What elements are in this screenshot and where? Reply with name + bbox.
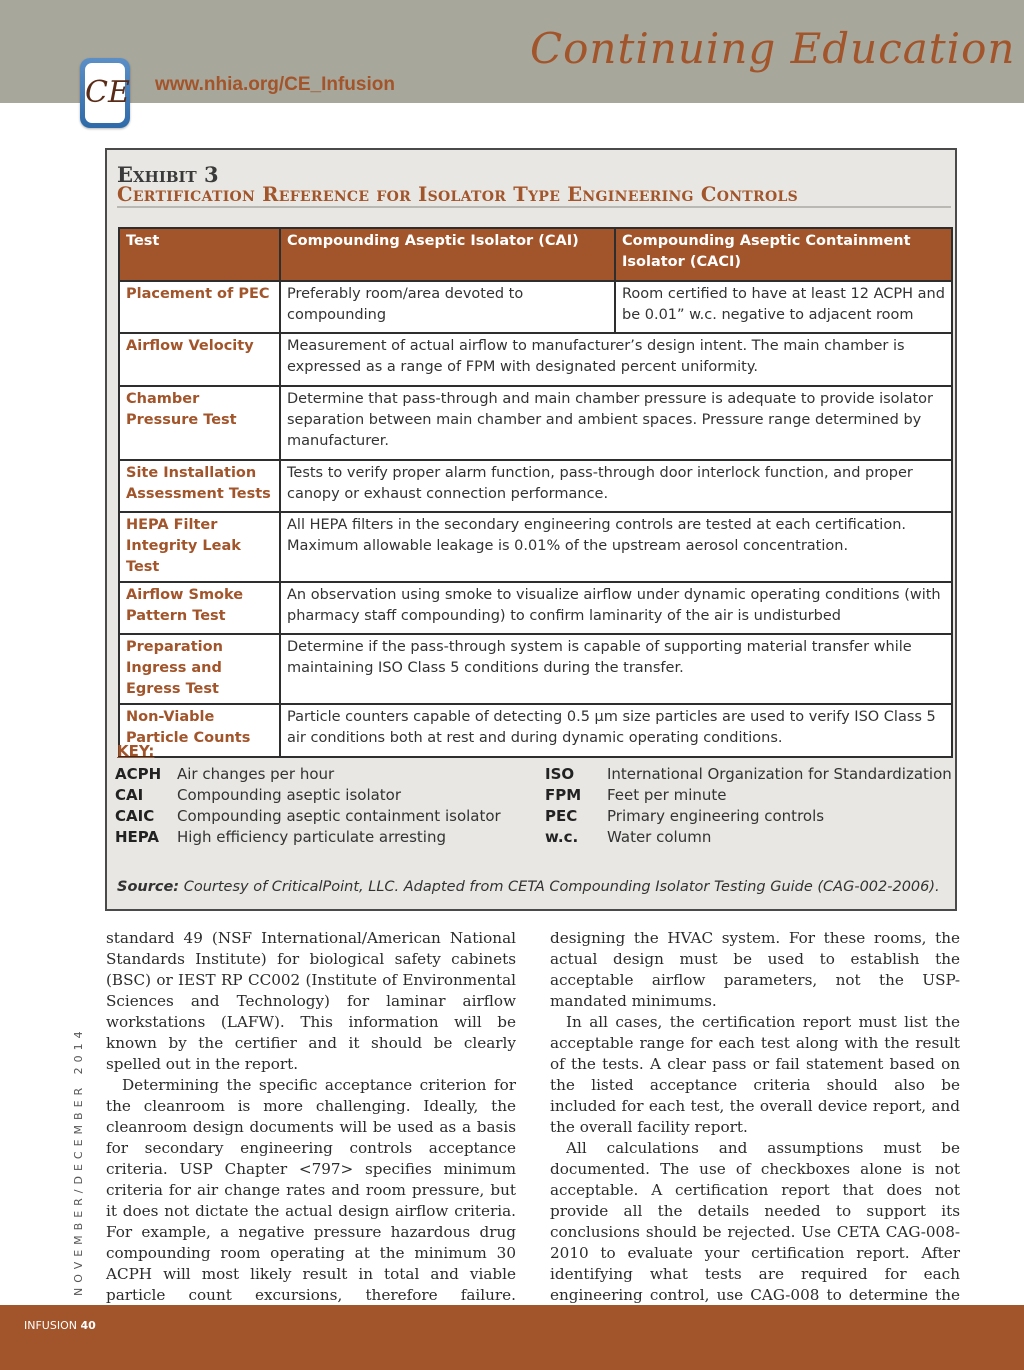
page-number: 40 — [80, 1319, 96, 1332]
column-header: Compounding Aseptic Containment Isolator (CACI) — [615, 228, 952, 281]
key-column-left — [115, 764, 501, 848]
ce-logo-icon — [80, 58, 130, 128]
table-row — [119, 386, 952, 460]
paragraph: standard 49 (NSF International/American National Standards Institute) for biological safety cabinets (BSC) or IEST RP CC002 (Institute of Environmental Sciences and Technology) for laminar airflow workstations (LAFW). This information will be known by the certifier and it should be clearly spelled out in the report. — [106, 929, 516, 1073]
key-item — [545, 827, 952, 848]
table-row — [119, 634, 952, 704]
key-definition: Air changes per hour — [177, 765, 335, 783]
table-cell: Measurement of actual airflow to manufacturer’s design intent. The main chamber is expressed as a range of FPM with designated percent uniformity. — [280, 333, 952, 386]
source-text: Courtesy of CriticalPoint, LLC. Adapted from CETA Compounding Isolator Testing Guide (CAG-002-2006). — [179, 879, 940, 895]
paragraph: designing the HVAC system. For these rooms, the actual design must be used to establish the acceptable airflow parameters, not the USP-mandated minimums. — [550, 929, 960, 1010]
key-definition: International Organization for Standardization — [607, 765, 952, 783]
key-abbr: w.c. — [545, 828, 579, 846]
key-heading: KEY: — [117, 742, 155, 760]
publication-name: INFUSION — [24, 1319, 77, 1332]
key-definition: Compounding aseptic containment isolator — [177, 807, 501, 825]
key-abbr: CAIC — [115, 807, 155, 825]
table-row — [119, 460, 952, 512]
source-note — [117, 879, 940, 895]
column-header: Compounding Aseptic Isolator (CAI) — [280, 228, 615, 281]
key-item — [115, 785, 501, 806]
certification-table — [118, 227, 953, 758]
test-name: Airflow Velocity — [119, 333, 280, 386]
key-abbr: ISO — [545, 765, 575, 783]
section-title: Continuing Education — [530, 24, 1016, 73]
test-name: HEPA Filter Integrity Leak Test — [119, 512, 280, 582]
column-header: Test — [119, 228, 280, 281]
table-cell: Tests to verify proper alarm function, pass-through door interlock function, and proper canopy or exhaust connection performance. — [280, 460, 952, 512]
table-row — [119, 582, 952, 634]
key-definition: Primary engineering controls — [607, 807, 825, 825]
test-name: Site Installation Assessment Tests — [119, 460, 280, 512]
test-name: Non-Viable Particle Counts — [119, 704, 280, 757]
table-cell: All HEPA filters in the secondary engineering controls are tested at each certification. Maximum allowable leakage is 0.01% of the upstream aerosol concentration. — [280, 512, 952, 582]
key-abbr: ACPH — [115, 765, 162, 783]
paragraph: Determining the specific acceptance criterion for the cleanroom is more challenging. Ideally, the cleanroom design documents will be used as a basis for secondary engineering controls acceptance criteria. USP Chapter <797> specifies minimum criteria for air change rates and room pressure, but it does not dictate the actual design airflow criteria. For example, a negative pressure hazardous drug compounding room operating at the minimum 30 ACPH will most likely result in total and viable particle count excursions, therefore failure. — [106, 1076, 516, 1304]
key-item — [115, 764, 501, 785]
table-cell: Room certified to have at least 12 ACPH and be 0.01” w.c. negative to adjacent room — [615, 281, 952, 333]
table-row — [119, 512, 952, 582]
exhibit-title: Certification Reference for Isolator Type Engineering Controls — [117, 183, 799, 206]
footer — [24, 1319, 96, 1332]
key-abbr: PEC — [545, 807, 578, 825]
footer-band — [0, 1305, 1024, 1370]
key-item — [545, 764, 952, 785]
table-cell: Determine that pass-through and main chamber pressure is adequate to provide isolator separation between main chamber and ambient spaces. Pressure range determined by manufacturer. — [280, 386, 952, 460]
table-row — [119, 333, 952, 386]
table-cell: An observation using smoke to visualize airflow under dynamic operating conditions (with pharmacy staff compounding) to confirm laminarity of the air is undisturbed — [280, 582, 952, 634]
table-cell: Preferably room/area devoted to compounding — [280, 281, 615, 333]
website-link[interactable]: www.nhia.org/CE_Infusion — [155, 74, 395, 95]
key-definition: Water column — [607, 828, 712, 846]
body-column-left — [106, 928, 516, 1348]
divider — [117, 206, 951, 208]
test-name: Chamber Pressure Test — [119, 386, 280, 460]
key-abbr: HEPA — [115, 828, 160, 846]
table-row — [119, 704, 952, 757]
table-header-row — [119, 228, 952, 281]
test-name: Airflow Smoke Pattern Test — [119, 582, 280, 634]
key-definition: High efficiency particulate arresting — [177, 828, 446, 846]
key-abbr: FPM — [545, 786, 582, 804]
key-abbr: CAI — [115, 786, 144, 804]
key-definition: Feet per minute — [607, 786, 727, 804]
test-name: Placement of PEC — [119, 281, 280, 333]
exhibit-number: Exhibit 3 — [117, 162, 219, 187]
issue-date: NOVEMBER/DECEMBER 2014 — [72, 1026, 85, 1296]
paragraph: In all cases, the certification report must list the acceptable range for each test along with the result of the tests. A clear pass or fail statement based on the listed acceptance criteria should also be included for each test, the overall device report, and the overall facility report. — [550, 1013, 960, 1136]
paragraph: All calculations and assumptions must be documented. The use of checkboxes alone is not acceptable. A certification report that does not provide all the details needed to support its conclusions should be rejected. Use CETA CAG-008-2010 to evaluate your certification report. After identifying what tests are required for each engineering control, use CAG-008 to determine the — [550, 1139, 960, 1304]
test-name: Preparation Ingress and Egress Test — [119, 634, 280, 704]
key-item — [115, 827, 501, 848]
key-item — [545, 806, 952, 827]
key-definition: Compounding aseptic isolator — [177, 786, 402, 804]
table-row — [119, 281, 952, 333]
body-column-right — [550, 928, 960, 1348]
key-column-right — [545, 764, 952, 848]
table-cell: Determine if the pass-through system is capable of supporting material transfer while maintaining ISO Class 5 conditions during the transfer. — [280, 634, 952, 704]
table-cell: Particle counters capable of detecting 0.5 µm size particles are used to verify ISO Class 5 air conditions both at rest and during dynamic operating conditions. — [280, 704, 952, 757]
exhibit-box — [105, 148, 957, 911]
logo-text: CE — [85, 63, 125, 123]
key-item — [115, 806, 501, 827]
key-item — [545, 785, 952, 806]
source-label: Source: — [117, 879, 180, 895]
